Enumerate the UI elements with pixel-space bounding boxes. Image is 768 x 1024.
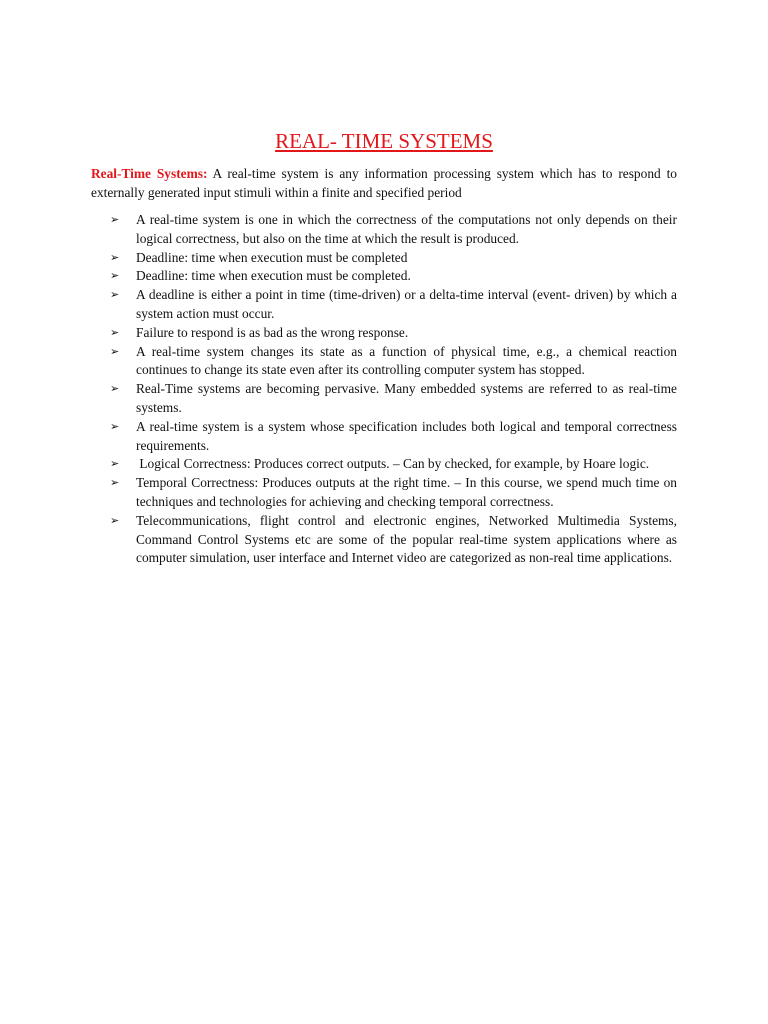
arrowhead-bullet-icon: ➢	[110, 476, 120, 490]
arrowhead-bullet-icon: ➢	[110, 457, 120, 471]
list-item	[110, 286, 677, 324]
arrowhead-bullet-icon: ➢	[110, 250, 120, 264]
list-item-text: Deadline: time when execution must be completed.	[136, 268, 411, 284]
intro-definition: A real-time system is any information processing system which has to respond to externally generated input stimuli within a finite and specified period	[91, 166, 677, 200]
arrowhead-bullet-icon: ➢	[110, 213, 120, 226]
list-item	[110, 380, 677, 418]
list-item-text: Real-Time systems are becoming pervasive. Many embedded systems are referred to as real-time systems.	[136, 381, 677, 415]
arrowhead-bullet-icon: ➢	[110, 419, 120, 433]
arrowhead-bullet-icon: ➢	[110, 269, 120, 283]
arrowhead-bullet-icon: ➢	[110, 288, 120, 302]
arrowhead-bullet-icon: ➢	[110, 382, 120, 396]
list-item-text: Logical Correctness: Produces correct outputs. – Can by checked, for example, by Hoare logic.	[136, 456, 650, 472]
list-item-text: Temporal Correctness: Produces outputs at the right time. – In this course, we spend much time on techniques and technologies for achieving and checking temporal correctness.	[136, 475, 677, 509]
list-item-text: A real-time system is a system whose specification includes both logical and temporal correctness requirements.	[136, 418, 677, 453]
list-item	[110, 512, 677, 568]
intro-paragraph	[91, 165, 677, 203]
intro-lead-term: Real-Time Systems:	[91, 166, 208, 181]
arrowhead-bullet-icon: ➢	[110, 325, 120, 339]
list-item-text: A real-time system changes its state as a function of physical time, e.g., a chemical reaction continues to change its state even after its controlling computer system has stopped.	[136, 343, 677, 378]
page-title: REAL- TIME SYSTEMS	[275, 129, 493, 153]
list-item	[110, 324, 677, 343]
list-item	[110, 474, 677, 512]
list-item	[110, 211, 677, 249]
list-item-text: A real-time system is one in which the correctness of the computations not only depends on their logical correctness, but also on the time at which the result is produced.	[136, 212, 677, 246]
list-item	[110, 343, 677, 381]
list-item-text: Failure to respond is as bad as the wrong response.	[136, 324, 409, 340]
list-item	[110, 267, 677, 286]
list-item-text: Deadline: time when execution must be completed	[136, 249, 408, 265]
list-item	[110, 418, 677, 456]
list-item-text: Telecommunications, flight control and electronic engines, Networked Multimedia Systems, Command Control Systems etc are some of the popular real-time system applications where as computer simulation, user interface and Internet video are categorized as non-real time applications.	[136, 512, 677, 566]
bullet-list	[110, 211, 677, 568]
list-item-text: A deadline is either a point in time (time-driven) or a delta-time interval (event- driven) by which a system action must occur.	[136, 287, 677, 321]
arrowhead-bullet-icon: ➢	[110, 513, 120, 527]
list-item	[110, 455, 677, 474]
list-item	[110, 249, 677, 268]
arrowhead-bullet-icon: ➢	[110, 344, 120, 358]
